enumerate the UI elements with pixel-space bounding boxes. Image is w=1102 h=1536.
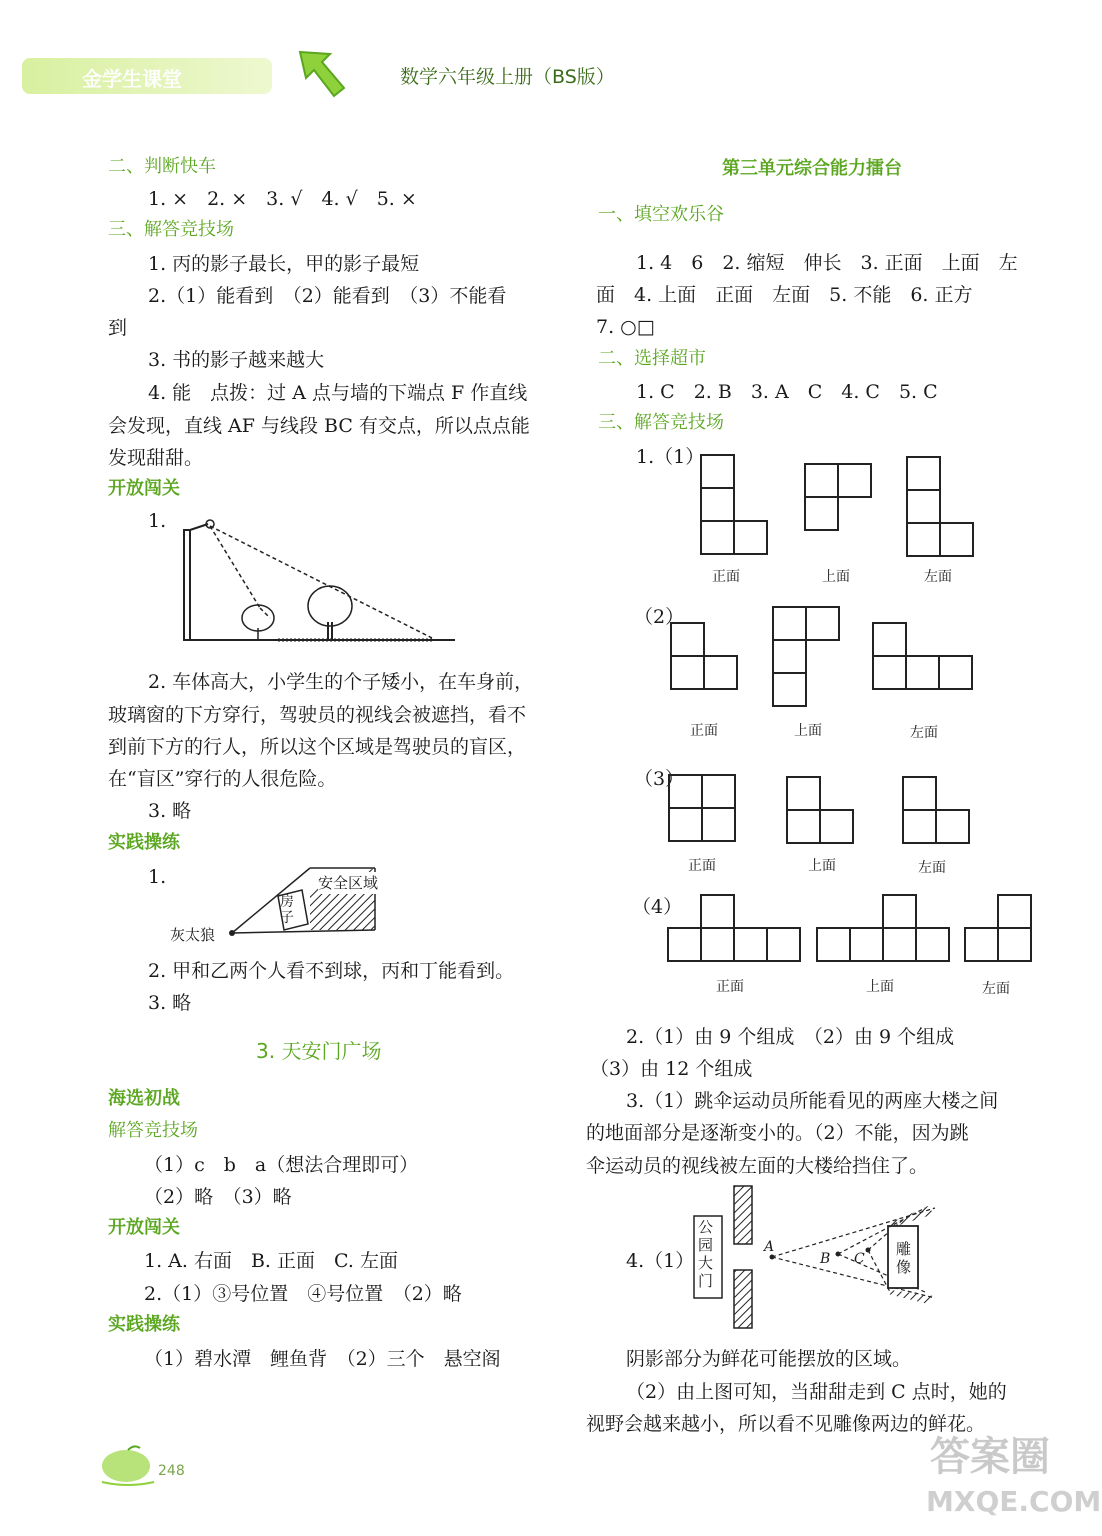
answer-line: 视野会越来越小，所以看不见雕像两边的鲜花。 bbox=[586, 1413, 986, 1435]
answer-line: 2. 车体高大，小学生的个子矮小，在车身前， bbox=[148, 671, 534, 693]
wolf-label: 灰太狼 bbox=[170, 926, 216, 944]
q1-2-label: （2） bbox=[634, 606, 685, 628]
label-top: 上面 bbox=[822, 569, 850, 585]
answer-line: 1. bbox=[148, 510, 167, 532]
q1-3-label: （3） bbox=[634, 768, 685, 790]
label-front: 正面 bbox=[712, 569, 740, 585]
label-left: 左面 bbox=[982, 981, 1010, 997]
lamp-shadow-diagram bbox=[170, 510, 460, 650]
answer-line: 1. 4 6 2. 缩短 伸长 3. 正面 上面 左 bbox=[636, 252, 1018, 274]
label-top: 上面 bbox=[866, 979, 894, 995]
answer-line: 到 bbox=[108, 317, 128, 339]
section-practice: 实践操练 bbox=[108, 832, 180, 853]
lesson-title: 3. 天安门广场 bbox=[256, 1039, 382, 1063]
label-top: 上面 bbox=[808, 858, 836, 874]
safe-zone-label: 安全区域 bbox=[318, 874, 379, 892]
answer-line: 在“盲区”穿行的人很危险。 bbox=[108, 768, 337, 790]
answer-line: 1. A. 右面 B. 正面 C. 左面 bbox=[144, 1250, 398, 1272]
answer-line: 2.（1）能看到 （2）能看到 （3）不能看 bbox=[148, 285, 507, 307]
section-practice-2: 实践操练 bbox=[108, 1314, 180, 1335]
answer-line: 发现甜甜。 bbox=[108, 447, 204, 469]
section-solve-right: 三、解答竞技场 bbox=[598, 412, 724, 433]
view-grid-left bbox=[872, 622, 976, 692]
q1-1-label: 1.（1） bbox=[636, 446, 705, 468]
header-badge bbox=[22, 58, 272, 94]
label-left: 左面 bbox=[918, 860, 946, 876]
view-grid-front bbox=[668, 774, 738, 844]
answer-line: 伞运动员的视线被左面的大楼给挡住了。 bbox=[586, 1155, 929, 1177]
header-badge-text: 金学生课堂 bbox=[82, 67, 182, 91]
section-open-2: 开放闯关 bbox=[108, 1217, 180, 1238]
view-grid-front bbox=[667, 894, 803, 964]
answer-line: 2.（1）由 9 个组成 （2）由 9 个组成 bbox=[626, 1026, 955, 1048]
point-a: A bbox=[764, 1239, 775, 1255]
label-front: 正面 bbox=[690, 723, 718, 739]
answer-line: 阴影部分为鲜花可能摆放的区域。 bbox=[626, 1348, 912, 1370]
answer-line: （2）由上图可知，当甜甜走到 C 点时，她的 bbox=[626, 1381, 1007, 1403]
answer-line: 会发现，直线 AF 与线段 BC 有交点，所以点点能 bbox=[108, 415, 530, 437]
section-solve: 三、解答竞技场 bbox=[108, 219, 234, 240]
house-label: 房子 bbox=[280, 894, 294, 926]
statue-label: 雕像 bbox=[896, 1240, 912, 1276]
answer-line: 的地面部分是逐渐变小的。（2）不能，因为跳 bbox=[586, 1122, 969, 1144]
section-choice: 二、选择超市 bbox=[598, 348, 706, 369]
watermark-url: MXQE.COM bbox=[926, 1485, 1102, 1518]
answer-line: 3. 略 bbox=[148, 800, 192, 822]
point-c: C bbox=[854, 1251, 865, 1267]
answer-line: 面 4. 上面 正面 左面 5. 不能 6. 正方 bbox=[596, 284, 973, 306]
label-left: 左面 bbox=[910, 725, 938, 741]
answer-line: 2.（1）③号位置 ④号位置 （2）略 bbox=[144, 1283, 462, 1305]
answer-line: （1）c b a（想法合理即可） bbox=[144, 1154, 419, 1176]
section-solve-2: 解答竞技场 bbox=[108, 1120, 198, 1141]
answer-line: （2）略 （3）略 bbox=[144, 1186, 292, 1208]
section-first: 海选初战 bbox=[108, 1088, 180, 1109]
answer-line: 3.（1）跳伞运动员所能看见的两座大楼之间 bbox=[626, 1090, 999, 1112]
view-grid-top bbox=[786, 776, 856, 846]
answer-line: 3. 略 bbox=[148, 992, 192, 1014]
watermark-text: 答案圈 bbox=[930, 1434, 1050, 1480]
view-grid-front bbox=[670, 622, 740, 692]
section-open: 开放闯关 bbox=[108, 478, 180, 499]
unit-title: 第三单元综合能力擂台 bbox=[722, 158, 902, 179]
label-front: 正面 bbox=[716, 979, 744, 995]
label-top: 上面 bbox=[794, 723, 822, 739]
answer-line: 1. 丙的影子最长，甲的影子最短 bbox=[148, 253, 420, 275]
label-left: 左面 bbox=[924, 569, 952, 585]
answer-line: 到前下方的行人，所以这个区域是驾驶员的盲区， bbox=[108, 736, 527, 758]
answer-line: 1. bbox=[148, 866, 167, 888]
view-grid-left bbox=[902, 776, 972, 846]
answer-line: 7. ○□ bbox=[596, 316, 655, 338]
view-grid-left bbox=[964, 894, 1034, 964]
answer-line: （3）由 12 个组成 bbox=[590, 1058, 753, 1080]
view-grid-front bbox=[700, 454, 770, 554]
view-grid-left bbox=[906, 456, 976, 556]
q4-label: 4.（1） bbox=[626, 1250, 695, 1272]
answer-line: 玻璃窗的下方穿行，驾驶员的视线会被遮挡，看不 bbox=[108, 704, 527, 726]
view-grid-top bbox=[804, 463, 874, 533]
apple-icon bbox=[98, 1442, 158, 1486]
point-b: B bbox=[820, 1251, 831, 1267]
view-grid-top bbox=[772, 606, 842, 706]
answer-line: 1. C 2. B 3. A C 4. C 5. C bbox=[636, 381, 938, 403]
judge-answers: 1. × 2. × 3. √ 4. √ 5. × bbox=[148, 188, 417, 210]
section-judge: 二、判断快车 bbox=[108, 156, 216, 177]
answer-line: （1）碧水潭 鲤鱼背 （2）三个 悬空阁 bbox=[144, 1348, 501, 1370]
page-number: 248 bbox=[158, 1463, 185, 1479]
answer-line: 2. 甲和乙两个人看不到球，丙和丁能看到。 bbox=[148, 960, 515, 982]
view-grid-top bbox=[816, 894, 952, 964]
park-gate-label: 公园大门 bbox=[698, 1218, 714, 1290]
header-title: 数学六年级上册（BS版） bbox=[400, 66, 615, 88]
section-fill: 一、填空欢乐谷 bbox=[598, 204, 724, 225]
green-arrow-icon bbox=[292, 44, 352, 104]
answer-line: 3. 书的影子越来越大 bbox=[148, 349, 325, 371]
label-front: 正面 bbox=[688, 858, 716, 874]
answer-line: 4. 能 点拨：过 A 点与墙的下端点 F 作直线 bbox=[148, 382, 528, 404]
q1-4-label: （4） bbox=[632, 896, 683, 918]
